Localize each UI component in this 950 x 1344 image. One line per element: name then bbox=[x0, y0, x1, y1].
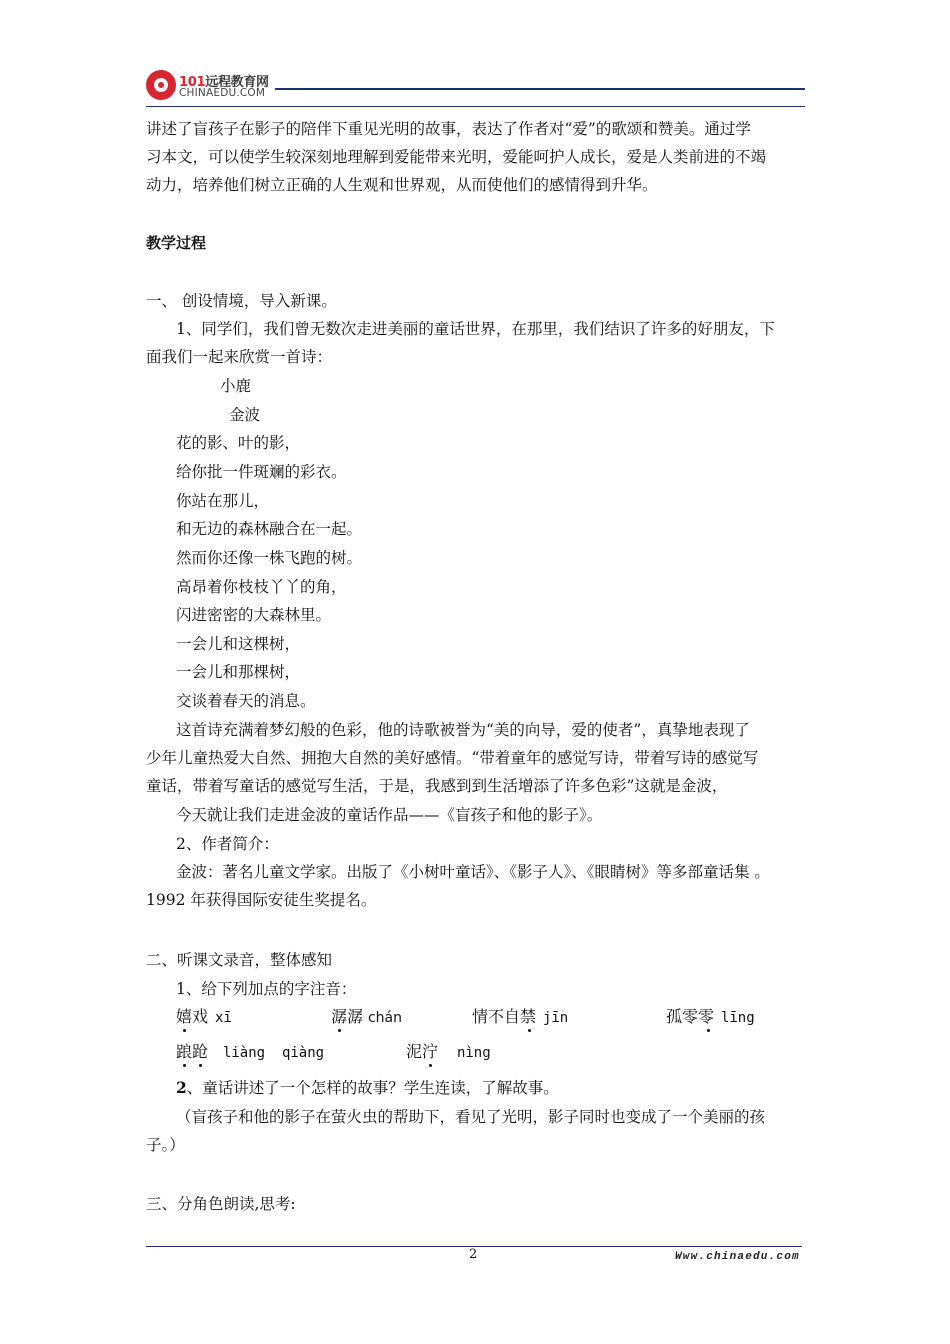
emphasis-dot bbox=[183, 1064, 186, 1067]
part1-title: 一、 创设情境，导入新课。 bbox=[146, 292, 337, 310]
poem-line: 花的影、叶的影， bbox=[176, 434, 301, 452]
header-rule bbox=[275, 88, 805, 90]
part2-item2: 2、童话讲述了一个怎样的故事？学生连读，了解故事。 bbox=[176, 1078, 559, 1097]
poem-line: 给你批一件斑斓的彩衣。 bbox=[176, 463, 347, 481]
poem-line: 然而你还像一株飞跑的树。 bbox=[176, 549, 363, 567]
part2-title: 二、听课文录音，整体感知 bbox=[146, 951, 333, 969]
poem-line: 闪进密密的大森林里。 bbox=[176, 606, 332, 624]
logo-circle-icon bbox=[146, 70, 176, 100]
poem-line: 高昂着你枝枝丫丫的角， bbox=[176, 578, 347, 596]
pinyin-item-chanchan: 潺潺 chán bbox=[331, 1007, 402, 1026]
answer-line-1: （盲孩子和他的影子在萤火虫的帮助下，看见了光明，影子同时也变成了一个美丽的孩 bbox=[176, 1108, 766, 1126]
bio-line-1: 金波：著名儿童文学家。出版了《小树叶童话》、《影子人》、《眼睛树》等多部童话集 。 bbox=[176, 863, 770, 881]
emphasis-dot bbox=[707, 1029, 710, 1032]
site-logo bbox=[146, 70, 286, 104]
part1-p1-line-1: 1、同学们，我们曾无数次走进美丽的童话世界，在那里，我们结识了许多的好朋友，下 bbox=[176, 320, 775, 338]
part2-item1: 1、给下列加点的字注音： bbox=[176, 980, 357, 998]
part1-item2: 2、作者简介： bbox=[176, 835, 279, 853]
poem-line: 一会儿和那棵树， bbox=[176, 663, 301, 681]
intro-line-2: 习本文，可以使学生较深刻地理解到爱能带来光明，爱能呵护人成长，爱是人类前进的不竭 bbox=[146, 148, 767, 166]
poem-line: 你站在那儿， bbox=[176, 492, 270, 510]
part3-title: 三、分角色朗读,思考: bbox=[146, 1195, 296, 1213]
part1-p1-line-2: 面我们一起来欣赏一首诗： bbox=[146, 348, 333, 366]
header-rule-thin bbox=[146, 106, 805, 107]
poem-author: 金波 bbox=[229, 406, 261, 424]
part1-p2-line-3: 童话，带着写童话的感觉写生活，于是，我感到到生活增添了许多色彩”这就是金波， bbox=[146, 777, 728, 795]
part1-p2-line-1: 这首诗充满着梦幻般的色彩，他的诗歌被誉为“美的向导，爱的使者”，真挚地表现了 bbox=[176, 721, 750, 739]
emphasis-dot bbox=[338, 1029, 341, 1032]
pinyin-item-liangqiang: 踉跄 liàng qiàng bbox=[176, 1042, 325, 1061]
section-title: 教学过程 bbox=[146, 234, 207, 252]
poem-line: 交谈着春天的消息。 bbox=[176, 692, 316, 710]
emphasis-dot bbox=[528, 1029, 531, 1032]
intro-line-3: 动力，培养他们树立正确的人生观和世界观，从而使他们的感情得到升华。 bbox=[146, 176, 658, 194]
footer-website: Www.chinaedu.com bbox=[675, 1251, 800, 1263]
bio-line-2: 1992 年获得国际安徒生奖提名。 bbox=[146, 891, 377, 909]
part1-p2-line-2: 少年儿童热爱大自然、拥抱大自然的美好感情。“带着童年的感觉写诗，带着写诗的感觉写 bbox=[146, 749, 759, 767]
emphasis-dot bbox=[183, 1029, 186, 1032]
pinyin-item-ling: 孤零零 līng bbox=[666, 1007, 755, 1026]
logo-english-text: CHINAEDU.COM bbox=[179, 87, 266, 99]
logo-chinese-text: 101远程教育网 bbox=[179, 75, 269, 90]
page-number: 2 bbox=[469, 1247, 478, 1262]
intro-line-1: 讲述了盲孩子在影子的陪伴下重见光明的故事，表达了作者对“爱”的歌颂和赞美。通过学 bbox=[146, 120, 751, 138]
poem-line: 一会儿和这棵树， bbox=[176, 635, 301, 653]
pinyin-item-ning: 泥泞 nìng bbox=[406, 1042, 491, 1061]
pinyin-item-jin: 情不自禁 jīn bbox=[472, 1007, 569, 1026]
poem-title: 小鹿 bbox=[220, 377, 252, 395]
emphasis-dot bbox=[199, 1064, 202, 1067]
pinyin-item-xixi: 嬉戏 xī bbox=[176, 1007, 232, 1026]
poem-line: 和无边的森林融合在一起。 bbox=[176, 520, 363, 538]
answer-line-2: 子。） bbox=[146, 1136, 185, 1154]
part1-p3: 今天就让我们走进金波的童话作品——《盲孩子和他的影子》。 bbox=[176, 806, 603, 824]
emphasis-dot bbox=[429, 1064, 432, 1067]
